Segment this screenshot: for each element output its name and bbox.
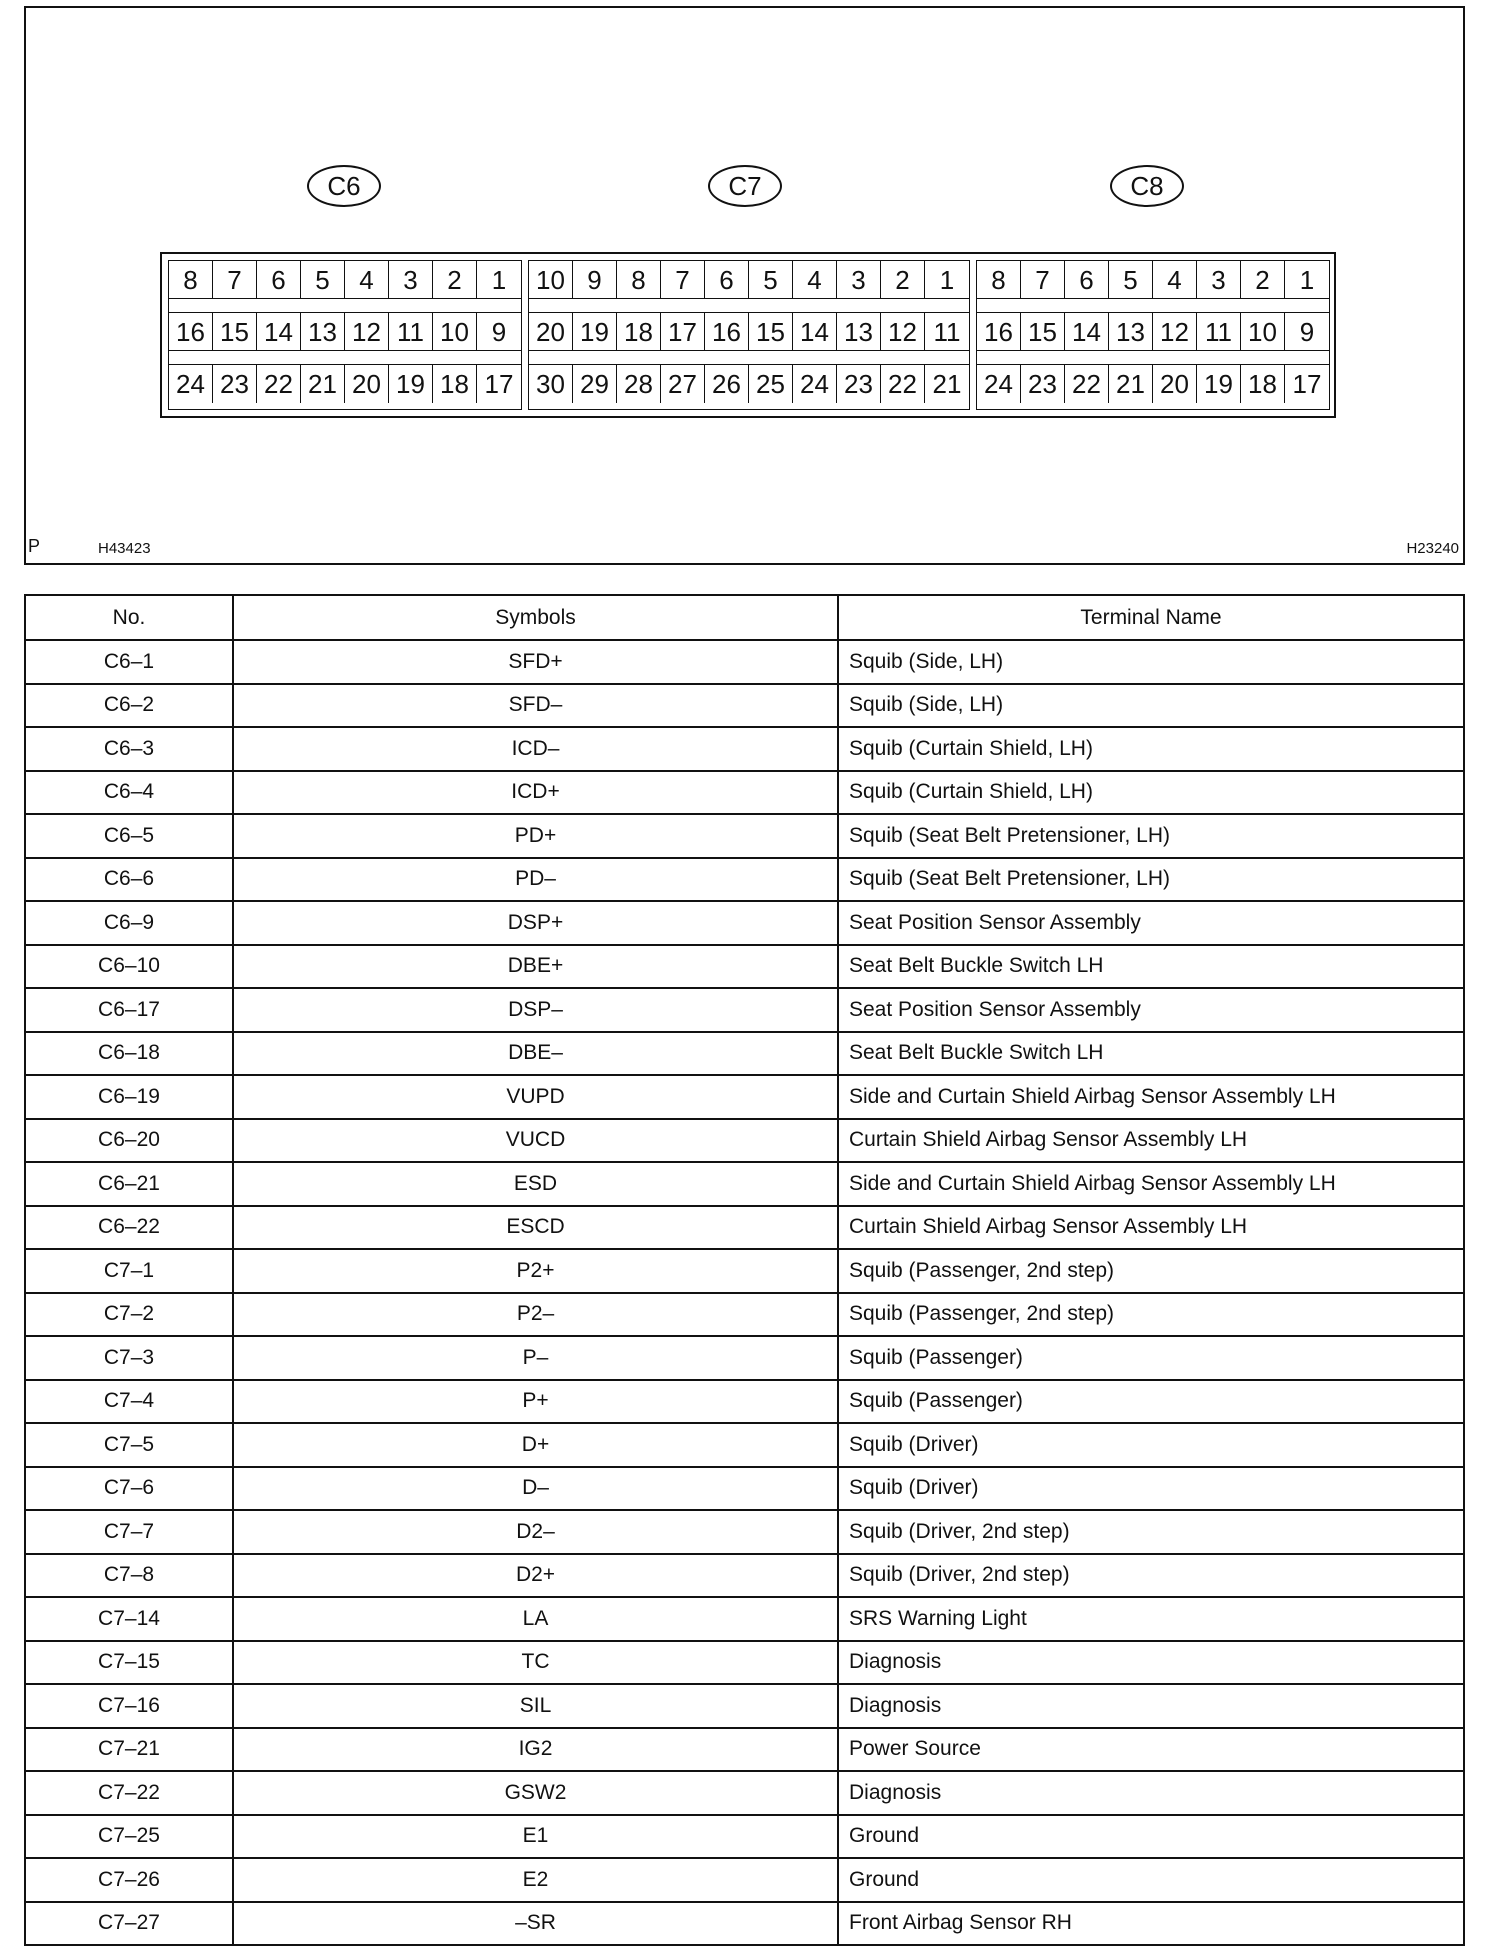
cell-no: C6–9 (25, 901, 233, 945)
pin-cell: 1 (1299, 265, 1315, 295)
cell-symbol: D+ (233, 1423, 838, 1467)
pin-cell: 2 (881, 261, 925, 298)
table-row (25, 858, 1464, 902)
pin-cell: 4 (1153, 261, 1197, 298)
pin-cell: 23 (837, 365, 881, 403)
terminal-table (24, 594, 1465, 1946)
pin-cell: 2 (1241, 261, 1285, 298)
pin-cell: 11 (933, 317, 961, 347)
pin-cell: 28 (617, 365, 661, 403)
cell-no: C6–4 (25, 771, 233, 815)
pin-cell: 7 (213, 261, 257, 298)
cell-no: C7–25 (25, 1815, 233, 1859)
pin-cell: 13 (1109, 313, 1153, 350)
pin-cell: 21 (301, 365, 345, 403)
pin-cell: 5 (749, 261, 793, 298)
cell-terminal-name: Squib (Side, LH) (838, 640, 1464, 684)
cell-no: C6–19 (25, 1075, 233, 1119)
cell-terminal-name: Squib (Curtain Shield, LH) (838, 727, 1464, 771)
pin-cell: 21 (1109, 365, 1153, 403)
table-row (25, 1771, 1464, 1815)
cell-symbol: ICD+ (233, 771, 838, 815)
pin-cell: 14 (793, 313, 837, 350)
cell-terminal-name: Power Source (838, 1728, 1464, 1772)
pin-cell: 24 (169, 365, 213, 403)
pin-cell: 16 (705, 313, 749, 350)
pin-cell: 14 (1065, 313, 1109, 350)
connector-group (168, 260, 1328, 410)
table-header-row (25, 595, 1464, 640)
cell-symbol: D2– (233, 1510, 838, 1554)
pin-cell: 19 (1197, 365, 1241, 403)
pin-row (977, 365, 1329, 403)
pin-cell: 18 (617, 313, 661, 350)
cell-terminal-name: Squib (Passenger, 2nd step) (838, 1249, 1464, 1293)
table-row (25, 1249, 1464, 1293)
pin-cell: 10 (433, 313, 477, 350)
pin-cell: 25 (749, 365, 793, 403)
table-row (25, 1467, 1464, 1511)
cell-terminal-name: Squib (Passenger, 2nd step) (838, 1293, 1464, 1337)
pin-cell: 11 (389, 313, 433, 350)
connector-label-c7: C7 (708, 165, 782, 207)
pin-cell: 1 (939, 265, 955, 295)
pin-cell: 23 (1021, 365, 1065, 403)
cell-terminal-name: Seat Position Sensor Assembly (838, 988, 1464, 1032)
pin-cell: 21 (932, 369, 962, 399)
table-row (25, 771, 1464, 815)
table-row (25, 727, 1464, 771)
cell-symbol: SIL (233, 1684, 838, 1728)
cell-symbol: P2– (233, 1293, 838, 1337)
cell-terminal-name: Squib (Seat Belt Pretensioner, LH) (838, 858, 1464, 902)
pin-cell: 12 (345, 313, 389, 350)
pin-cell: 6 (257, 261, 301, 298)
pin-cell: 18 (1241, 365, 1285, 403)
pin-cell: 17 (484, 369, 514, 399)
pin-cell: 20 (529, 313, 573, 350)
cell-no: C7–26 (25, 1858, 233, 1902)
pin-cell: 20 (345, 365, 389, 403)
cell-terminal-name: Ground (838, 1815, 1464, 1859)
illustration-code-right: H23240 (1406, 540, 1459, 557)
cell-symbol: IG2 (233, 1728, 838, 1772)
pin-row-divider (977, 351, 1329, 365)
cell-symbol: P+ (233, 1380, 838, 1424)
cell-no: C6–20 (25, 1119, 233, 1163)
cell-no: C7–22 (25, 1771, 233, 1815)
cell-symbol: VUPD (233, 1075, 838, 1119)
pin-cell: 11 (1197, 313, 1241, 350)
cell-no: C7–4 (25, 1380, 233, 1424)
connector-c6 (168, 260, 522, 410)
cell-symbol: ESD (233, 1162, 838, 1206)
pin-cell: 22 (257, 365, 301, 403)
cell-terminal-name: Squib (Passenger) (838, 1336, 1464, 1380)
cell-terminal-name: Squib (Driver, 2nd step) (838, 1510, 1464, 1554)
table-row (25, 1728, 1464, 1772)
pin-row (977, 313, 1329, 351)
pin-cell: 10 (529, 261, 573, 298)
pin-cell: 23 (213, 365, 257, 403)
connector-block (160, 252, 1336, 418)
cell-terminal-name: Diagnosis (838, 1684, 1464, 1728)
pin-cell: 17 (1292, 369, 1322, 399)
table-row (25, 1293, 1464, 1337)
cell-terminal-name: Seat Belt Buckle Switch LH (838, 1032, 1464, 1076)
pin-cell: 7 (661, 261, 705, 298)
cell-symbol: –SR (233, 1902, 838, 1946)
cell-no: C6–6 (25, 858, 233, 902)
pin-cell: 3 (389, 261, 433, 298)
table-row (25, 1380, 1464, 1424)
cell-no: C6–3 (25, 727, 233, 771)
cell-terminal-name: Ground (838, 1858, 1464, 1902)
pin-row-divider (169, 299, 521, 313)
pin-cell: 9 (573, 261, 617, 298)
pin-cell: 8 (977, 261, 1021, 298)
cell-no: C6–10 (25, 945, 233, 989)
cell-terminal-name: Squib (Side, LH) (838, 684, 1464, 728)
cell-symbol: LA (233, 1597, 838, 1641)
pin-cell: 16 (169, 313, 213, 350)
pin-cell: 14 (257, 313, 301, 350)
cell-terminal-name: SRS Warning Light (838, 1597, 1464, 1641)
table-row (25, 988, 1464, 1032)
table-row (25, 1032, 1464, 1076)
table-row (25, 684, 1464, 728)
table-row (25, 814, 1464, 858)
cell-no: C7–6 (25, 1467, 233, 1511)
table-row (25, 945, 1464, 989)
table-row (25, 901, 1464, 945)
pin-cell: 13 (837, 313, 881, 350)
cell-symbol: GSW2 (233, 1771, 838, 1815)
pin-cell: 15 (749, 313, 793, 350)
pin-cell: 27 (661, 365, 705, 403)
pin-row (169, 365, 521, 403)
table-row (25, 1336, 1464, 1380)
pin-cell: 16 (977, 313, 1021, 350)
pin-row-divider (529, 351, 969, 365)
table-row (25, 1641, 1464, 1685)
pin-cell: 2 (433, 261, 477, 298)
cell-no: C7–3 (25, 1336, 233, 1380)
pin-cell: 30 (529, 365, 573, 403)
cell-symbol: PD– (233, 858, 838, 902)
table-row (25, 1858, 1464, 1902)
pin-cell: 8 (617, 261, 661, 298)
cell-no: C6–17 (25, 988, 233, 1032)
table-row (25, 1510, 1464, 1554)
pin-cell: 4 (793, 261, 837, 298)
cell-terminal-name: Squib (Driver, 2nd step) (838, 1554, 1464, 1598)
cell-symbol: P– (233, 1336, 838, 1380)
cell-symbol: DSP– (233, 988, 838, 1032)
table-row (25, 1597, 1464, 1641)
pin-cell: 12 (881, 313, 925, 350)
pin-row (977, 261, 1329, 299)
pin-cell: 26 (705, 365, 749, 403)
pin-cell: 22 (1065, 365, 1109, 403)
cell-terminal-name: Diagnosis (838, 1771, 1464, 1815)
table-row (25, 1162, 1464, 1206)
pin-cell: 12 (1153, 313, 1197, 350)
connector-c8 (976, 260, 1330, 410)
pin-cell: 22 (881, 365, 925, 403)
cell-symbol: ESCD (233, 1206, 838, 1250)
cell-terminal-name: Diagnosis (838, 1641, 1464, 1685)
cell-no: C7–8 (25, 1554, 233, 1598)
cell-terminal-name: Front Airbag Sensor RH (838, 1902, 1464, 1946)
table-row (25, 1206, 1464, 1250)
table-row (25, 1554, 1464, 1598)
cell-no: C7–15 (25, 1641, 233, 1685)
cell-symbol: DBE– (233, 1032, 838, 1076)
cell-terminal-name: Side and Curtain Shield Airbag Sensor Assembly LH (838, 1162, 1464, 1206)
pin-cell: 9 (491, 317, 507, 347)
pin-cell: 13 (301, 313, 345, 350)
table-row (25, 1075, 1464, 1119)
pin-row (169, 261, 521, 299)
pin-cell: 7 (1021, 261, 1065, 298)
cell-terminal-name: Squib (Seat Belt Pretensioner, LH) (838, 814, 1464, 858)
cell-symbol: D– (233, 1467, 838, 1511)
header-no: No. (25, 595, 233, 640)
pin-cell: 9 (1299, 317, 1315, 347)
cell-no: C6–18 (25, 1032, 233, 1076)
pin-cell: 3 (837, 261, 881, 298)
pin-cell: 18 (433, 365, 477, 403)
connector-c7 (528, 260, 970, 410)
pin-cell: 15 (1021, 313, 1065, 350)
cell-no: C7–27 (25, 1902, 233, 1946)
table-row (25, 1815, 1464, 1859)
cell-no: C7–16 (25, 1684, 233, 1728)
cell-symbol: PD+ (233, 814, 838, 858)
header-terminal-name: Terminal Name (838, 595, 1464, 640)
cell-terminal-name: Side and Curtain Shield Airbag Sensor Assembly LH (838, 1075, 1464, 1119)
cell-symbol: DSP+ (233, 901, 838, 945)
pin-cell: 10 (1241, 313, 1285, 350)
connector-label-c8: C8 (1110, 165, 1184, 207)
cell-terminal-name: Squib (Driver) (838, 1423, 1464, 1467)
cell-symbol: TC (233, 1641, 838, 1685)
pin-row (529, 313, 969, 351)
cell-terminal-name: Curtain Shield Airbag Sensor Assembly LH (838, 1119, 1464, 1163)
cell-symbol: D2+ (233, 1554, 838, 1598)
pin-cell: 5 (1109, 261, 1153, 298)
pin-cell: 24 (977, 365, 1021, 403)
pin-cell: 5 (301, 261, 345, 298)
pin-cell: 19 (573, 313, 617, 350)
pin-cell: 8 (169, 261, 213, 298)
cell-no: C7–21 (25, 1728, 233, 1772)
pin-cell: 24 (793, 365, 837, 403)
cell-terminal-name: Curtain Shield Airbag Sensor Assembly LH (838, 1206, 1464, 1250)
pin-cell: 4 (345, 261, 389, 298)
table-row (25, 1684, 1464, 1728)
cell-terminal-name: Seat Belt Buckle Switch LH (838, 945, 1464, 989)
cell-symbol: E2 (233, 1858, 838, 1902)
cell-terminal-name: Squib (Passenger) (838, 1380, 1464, 1424)
table-row (25, 1119, 1464, 1163)
cell-no: C7–1 (25, 1249, 233, 1293)
pin-cell: 20 (1153, 365, 1197, 403)
cell-no: C6–2 (25, 684, 233, 728)
pin-cell: 6 (1065, 261, 1109, 298)
cell-symbol: SFD– (233, 684, 838, 728)
cell-symbol: E1 (233, 1815, 838, 1859)
cell-no: C7–5 (25, 1423, 233, 1467)
cell-terminal-name: Squib (Curtain Shield, LH) (838, 771, 1464, 815)
pin-row (169, 313, 521, 351)
cell-no: C6–1 (25, 640, 233, 684)
table-body (25, 640, 1464, 1945)
cell-symbol: P2+ (233, 1249, 838, 1293)
cell-symbol: DBE+ (233, 945, 838, 989)
header-symbols: Symbols (233, 595, 838, 640)
cell-no: C6–22 (25, 1206, 233, 1250)
pin-row (529, 261, 969, 299)
cell-no: C7–7 (25, 1510, 233, 1554)
connector-label-c6: C6 (307, 165, 381, 207)
cell-no: C6–5 (25, 814, 233, 858)
table-row (25, 1423, 1464, 1467)
pin-cell: 15 (213, 313, 257, 350)
illustration-code-left: H43423 (98, 540, 151, 557)
cell-terminal-name: Squib (Driver) (838, 1467, 1464, 1511)
cell-no: C7–14 (25, 1597, 233, 1641)
pin-cell: 3 (1197, 261, 1241, 298)
cell-symbol: VUCD (233, 1119, 838, 1163)
connector-diagram (24, 6, 1465, 565)
table-row (25, 1902, 1464, 1946)
cell-symbol: SFD+ (233, 640, 838, 684)
cell-no: C7–2 (25, 1293, 233, 1337)
pin-cell: 1 (491, 265, 507, 295)
pin-row-divider (977, 299, 1329, 313)
pin-row (529, 365, 969, 403)
table-row (25, 640, 1464, 684)
corner-mark: P (28, 536, 41, 556)
cell-no: C6–21 (25, 1162, 233, 1206)
cell-terminal-name: Seat Position Sensor Assembly (838, 901, 1464, 945)
pin-cell: 6 (705, 261, 749, 298)
pin-row-divider (529, 299, 969, 313)
pin-cell: 17 (661, 313, 705, 350)
pin-row-divider (169, 351, 521, 365)
cell-symbol: ICD– (233, 727, 838, 771)
pin-cell: 19 (389, 365, 433, 403)
pin-cell: 29 (573, 365, 617, 403)
